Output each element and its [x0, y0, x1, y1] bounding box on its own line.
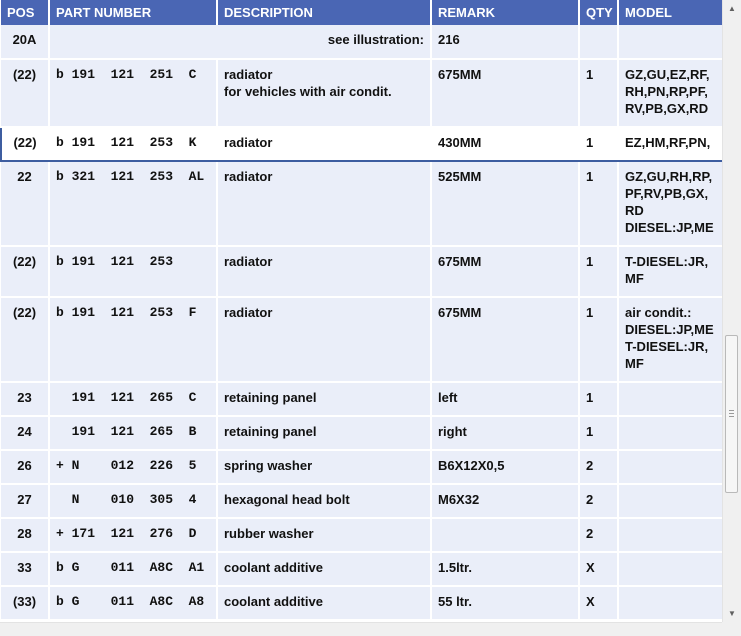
cell-pos: (33): [1, 586, 49, 620]
cell-description: [217, 127, 431, 161]
cell-pos: 33: [1, 552, 49, 586]
cell-remark: 525MM: [431, 161, 579, 246]
cell-qty: 2: [579, 450, 618, 484]
cell-description-line: rubber washer: [224, 526, 314, 541]
cell-model: [618, 59, 722, 127]
cell-model: [618, 297, 722, 382]
cell-part-number: b 191 121 251 C: [49, 59, 217, 127]
cell-description: [217, 450, 431, 484]
cell-pos: 23: [1, 382, 49, 416]
cell-part-number: b 191 121 253 F: [49, 297, 217, 382]
cell-model-line: RD: [625, 203, 644, 218]
table-row[interactable]: [1, 484, 722, 518]
table-row[interactable]: [1, 297, 722, 382]
cell-description: [217, 382, 431, 416]
cell-description-line: coolant additive: [224, 560, 323, 575]
cell-pos: 24: [1, 416, 49, 450]
cell-remark: 430MM: [431, 127, 579, 161]
cell-pos: 20A: [1, 25, 49, 59]
cell-model: [618, 25, 722, 59]
cell-part-number: + N 012 226 5: [49, 450, 217, 484]
cell-model: [618, 484, 722, 518]
column-header-model[interactable]: MODEL: [618, 0, 722, 25]
cell-qty: 1: [579, 59, 618, 127]
cell-model: [618, 246, 722, 297]
cell-part-number: 191 121 265 B: [49, 416, 217, 450]
cell-pos: 26: [1, 450, 49, 484]
cell-remark: 675MM: [431, 246, 579, 297]
cell-model-line: MF: [625, 356, 644, 371]
cell-part-number: + 171 121 276 D: [49, 518, 217, 552]
cell-description-line: radiator: [224, 305, 273, 320]
cell-model-line: air condit.:: [625, 305, 692, 320]
cell-model-line: DIESEL:JP,ME: [625, 322, 714, 337]
grip-line: [729, 413, 734, 414]
cell-qty: 1: [579, 382, 618, 416]
cell-model-line: EZ,HM,RF,PN,: [625, 135, 711, 150]
cell-remark: 675MM: [431, 59, 579, 127]
column-header-qty[interactable]: QTY: [579, 0, 618, 25]
cell-pos: (22): [1, 127, 49, 161]
cell-description: [217, 416, 431, 450]
cell-model-line: RV,PB,GX,RD: [625, 101, 709, 116]
cell-description: [217, 59, 431, 127]
cell-model-line: RH,PN,RP,PF,: [625, 84, 708, 99]
cell-qty: 1: [579, 127, 618, 161]
column-header-description[interactable]: DESCRIPTION: [217, 0, 431, 25]
cell-model: [618, 518, 722, 552]
cell-qty: 1: [579, 246, 618, 297]
scroll-down-arrow-icon[interactable]: ▼: [728, 608, 736, 618]
cell-pos: (22): [1, 59, 49, 127]
cell-description: [217, 297, 431, 382]
vertical-scrollbar[interactable]: [722, 0, 741, 622]
table-row[interactable]: [1, 161, 722, 246]
cell-model: [618, 586, 722, 620]
cell-part-number: b 191 121 253 K: [49, 127, 217, 161]
table-row[interactable]: [1, 127, 722, 161]
cell-pos: (22): [1, 297, 49, 382]
illustration-row[interactable]: [1, 25, 722, 59]
cell-remark: right: [431, 416, 579, 450]
cell-pos: 22: [1, 161, 49, 246]
scrollbar-corner: [722, 622, 741, 636]
cell-model-line: GZ,GU,EZ,RF,: [625, 67, 710, 82]
cell-qty: 1: [579, 297, 618, 382]
cell-qty: [579, 25, 618, 59]
cell-model: [618, 450, 722, 484]
cell-description: [217, 161, 431, 246]
cell-pos: 27: [1, 484, 49, 518]
cell-qty: 2: [579, 484, 618, 518]
table-header: [1, 0, 722, 25]
cell-description: [217, 552, 431, 586]
table-row[interactable]: [1, 518, 722, 552]
scroll-up-arrow-icon[interactable]: ▲: [728, 3, 736, 13]
cell-model-line: T-DIESEL:JR,: [625, 339, 709, 354]
cell-remark: 675MM: [431, 297, 579, 382]
cell-pos: (22): [1, 246, 49, 297]
cell-model-line: DIESEL:JP,ME: [625, 220, 714, 235]
cell-remark: 55 ltr.: [431, 586, 579, 620]
cell-part-number: b G 011 A8C A1: [49, 552, 217, 586]
grip-line: [729, 410, 734, 411]
cell-model: [618, 416, 722, 450]
cell-remark: left: [431, 382, 579, 416]
cell-model-line: GZ,GU,RH,RP,: [625, 169, 713, 184]
cell-description-line: radiator: [224, 254, 273, 269]
cell-remark: B6X12X0,5: [431, 450, 579, 484]
cell-description: [217, 246, 431, 297]
cell-description-line: radiator: [224, 169, 273, 184]
cell-model-line: T-DIESEL:JR,: [625, 254, 709, 269]
cell-description-line: coolant additive: [224, 594, 323, 609]
cell-model: [618, 127, 722, 161]
cell-remark: [431, 518, 579, 552]
illustration-label: see illustration:: [49, 25, 431, 59]
cell-model-line: PF,RV,PB,GX,: [625, 186, 709, 201]
illustration-value[interactable]: 216: [431, 25, 579, 59]
cell-part-number: N 010 305 4: [49, 484, 217, 518]
cell-remark: 1.5ltr.: [431, 552, 579, 586]
cell-description-line: retaining panel: [224, 424, 317, 439]
cell-model: [618, 382, 722, 416]
column-header-pos[interactable]: POS: [1, 0, 49, 25]
cell-description-line: hexagonal head bolt: [224, 492, 350, 507]
cell-description: [217, 484, 431, 518]
cell-part-number: b 321 121 253 AL: [49, 161, 217, 246]
table-row[interactable]: [1, 552, 722, 586]
horizontal-scrollbar[interactable]: [0, 622, 722, 636]
column-header-remark[interactable]: REMARK: [431, 0, 579, 25]
cell-part-number: b 191 121 253: [49, 246, 217, 297]
cell-description-line: radiator: [224, 67, 273, 82]
table-row[interactable]: [1, 59, 722, 127]
cell-description: [217, 586, 431, 620]
cell-description-line: retaining panel: [224, 390, 317, 405]
cell-model: [618, 552, 722, 586]
cell-qty: 1: [579, 416, 618, 450]
table-row[interactable]: [1, 246, 722, 297]
cell-part-number: b G 011 A8C A8: [49, 586, 217, 620]
scrollbar-thumb[interactable]: [725, 335, 738, 493]
cell-qty: 1: [579, 161, 618, 246]
grip-line: [729, 416, 734, 417]
cell-qty: X: [579, 552, 618, 586]
table-row[interactable]: [1, 382, 722, 416]
cell-description: [217, 518, 431, 552]
cell-pos: 28: [1, 518, 49, 552]
table-row[interactable]: [1, 586, 722, 620]
cell-remark: M6X32: [431, 484, 579, 518]
cell-part-number: 191 121 265 C: [49, 382, 217, 416]
column-header-part-number[interactable]: PART NUMBER: [49, 0, 217, 25]
table-row[interactable]: [1, 416, 722, 450]
cell-description-line: for vehicles with air condit.: [224, 84, 392, 99]
cell-description-line: radiator: [224, 135, 273, 150]
cell-qty: X: [579, 586, 618, 620]
cell-qty: 2: [579, 518, 618, 552]
cell-description-line: spring washer: [224, 458, 313, 473]
table-row[interactable]: [1, 450, 722, 484]
cell-model: [618, 161, 722, 246]
cell-model-line: MF: [625, 271, 644, 286]
